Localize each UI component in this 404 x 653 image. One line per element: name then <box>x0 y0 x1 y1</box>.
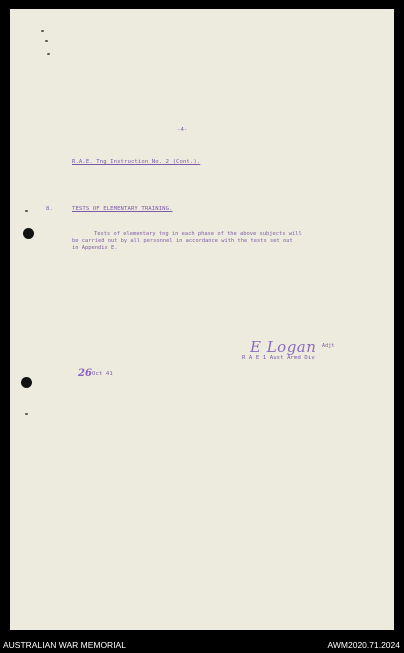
body-line-3: in Appendix E. <box>72 245 118 251</box>
section-number: 8. <box>46 206 53 212</box>
footer-accession-number: AWM2020.71.2024 <box>327 640 400 650</box>
signature-title: Adjt <box>322 343 335 349</box>
paper-mark <box>47 53 50 55</box>
body-line-1: Tests of elementary tng in each phase of the above subjects will <box>94 231 302 237</box>
document-page <box>10 9 394 630</box>
footer-archive-name: AUSTRALIAN WAR MEMORIAL <box>3 640 126 650</box>
document-heading: R.A.E. Tng Instruction No. 2 (Cont.). <box>72 159 201 165</box>
date-handwritten: 26 <box>78 368 92 379</box>
paper-mark <box>41 30 44 32</box>
paper-mark <box>45 40 48 42</box>
unit-designation: R A E 1 Aust Armd Div <box>242 355 315 361</box>
signature: E Logan <box>250 338 317 356</box>
paper-mark <box>25 413 28 415</box>
page-number: -4- <box>177 127 188 133</box>
paper-mark <box>25 210 28 212</box>
section-title: TESTS OF ELEMENTARY TRAINING. <box>72 206 173 212</box>
punch-hole <box>21 377 32 388</box>
punch-hole <box>23 228 34 239</box>
body-line-2: be carried out by all personnel in accordance with the tests set out <box>72 238 293 244</box>
date-typed: Oct 41 <box>92 371 113 377</box>
